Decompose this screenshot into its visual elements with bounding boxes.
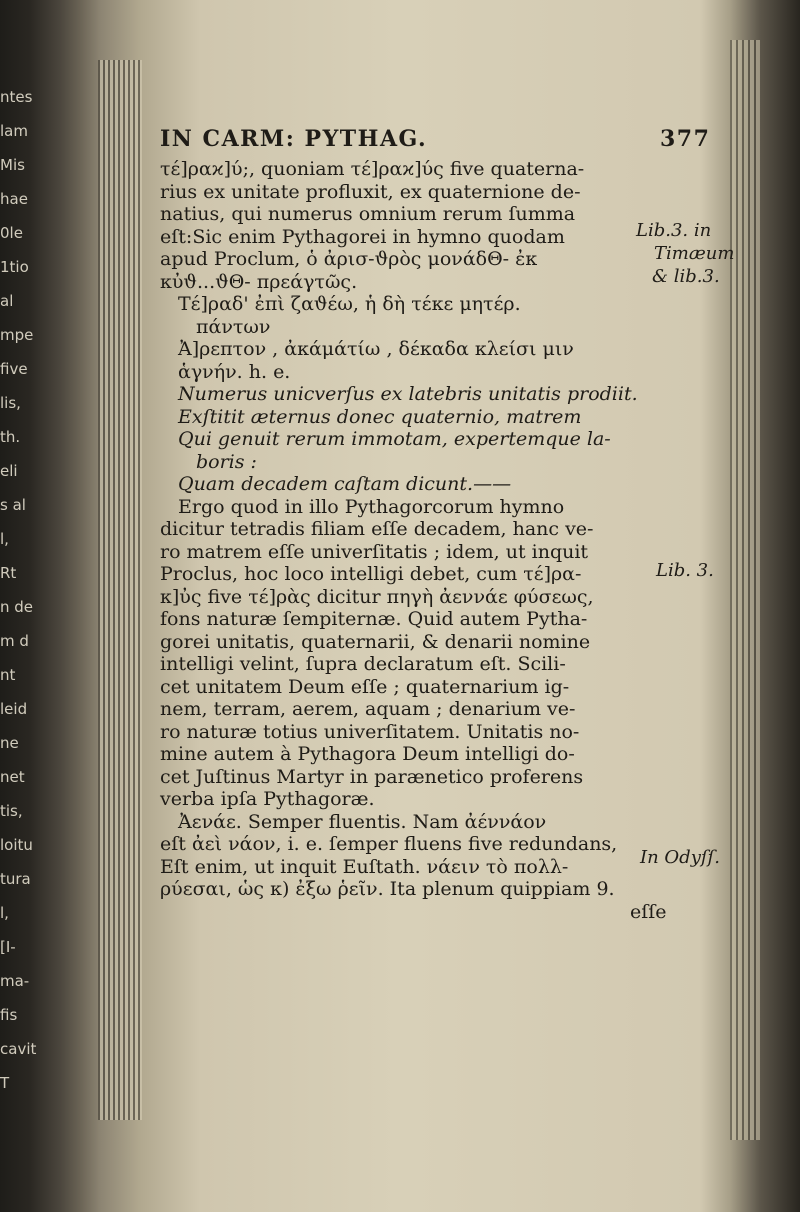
left-page-bleed: [0, 80, 60, 1092]
text-line: Eſt enim, ut inquit Euſtath. νάειν τὸ πολλ-: [160, 855, 569, 878]
text-line: natius, qui numerus omnium rerum ſumma: [160, 203, 576, 225]
left-fragment: tis,: [0, 802, 23, 820]
left-fragment: n de: [0, 598, 34, 616]
left-fragment: Mis: [0, 156, 25, 174]
left-fragment: l,: [0, 904, 9, 922]
text-line: ro naturæ totius univerſitatem. Unitatis no-: [160, 720, 580, 743]
text-line: ρύεσαι, ὡς κ) ἐξω ῥεῖν. Ita plenum quippiam 9.: [160, 878, 615, 900]
margin-note: In Odyſſ.: [640, 847, 720, 868]
text-line: κὐϑ...ϑΘ- πρεάγτῶς.: [160, 270, 358, 293]
text-line: Ἀ]ρεπτον , ἀκάμάτίω , δέκαδα κλείσι μιν: [178, 338, 574, 360]
text-line: Quam decadem caſtam dicunt.——: [178, 473, 512, 495]
margin-note: Lib.3. in: [636, 220, 712, 241]
left-fragment: Rt: [0, 564, 17, 582]
text-line: ἁγνήν. h. e.: [178, 360, 291, 383]
left-fragment: 0le: [0, 224, 23, 242]
page-edges-right: [730, 40, 760, 1140]
left-fragment: hae: [0, 190, 28, 208]
left-fragment: cavit: [0, 1040, 37, 1058]
margin-note: Timæum: [654, 243, 735, 264]
left-fragment: ma-: [0, 972, 30, 990]
left-fragment: m d: [0, 632, 29, 650]
running-head-title: IN CARM: PYTHAG.: [160, 126, 428, 152]
text-line: Numerus unicverſus ex latebris unitatis prodiit.: [178, 383, 638, 405]
text-line: Ἀενάε. Semper fluentis. Nam ἀέννάον: [178, 810, 547, 833]
text-line: cet unitatem Deum eſſe ; quaternarium ig-: [160, 675, 570, 698]
text-line: κ]ὐς five τέ]ρὰς dicitur πηγὴ ἀεννάε φύσεως,: [160, 585, 594, 608]
left-fragment: leid: [0, 700, 28, 718]
left-fragment: ntes: [0, 88, 33, 106]
page-edges-left: [98, 60, 142, 1120]
running-head: [160, 128, 720, 158]
left-fragment: fis: [0, 1006, 18, 1024]
text-line: cet Juſtinus Martyr in parænetico proferens: [160, 765, 584, 788]
text-line: Qui genuit rerum immotam, expertemque la-: [178, 428, 611, 450]
text-line: gorei unitatis, quaternarii, & denarii nomine: [160, 630, 591, 653]
text-line: apud Proclum, ὁ ἀρισ-ϑρὸς μονάδΘ- ἐκ: [160, 248, 538, 270]
left-fragment: l,: [0, 530, 9, 548]
text-line: boris :: [196, 450, 257, 473]
text-line: eſt:Sic enim Pythagorei in hymno quodam: [160, 225, 565, 248]
text-line: πάντων: [196, 315, 271, 338]
text-line: Ergo quod in illo Pythagorcorum hymno: [178, 495, 565, 518]
text-line: mine autem à Pythagora Deum intelligi do-: [160, 743, 575, 765]
left-fragment: s al: [0, 496, 26, 514]
left-fragment: nt: [0, 666, 16, 684]
left-fragment: al: [0, 292, 14, 310]
left-fragment: T: [0, 1074, 10, 1092]
left-fragment: lis,: [0, 394, 21, 412]
left-fragment: mpe: [0, 326, 34, 344]
text-line: intelligi velint, ſupra declaratum eſt. Scili-: [160, 653, 566, 675]
left-fragment: lam: [0, 122, 28, 140]
text-line: fons naturæ ſempiternæ. Quid autem Pytha-: [160, 608, 588, 630]
text-line: τέ]ραϰ]ύ;, quoniam τέ]ραϰ]ύς five quaterna-: [160, 158, 585, 180]
left-fragment: th.: [0, 428, 21, 446]
left-fragment: five: [0, 360, 28, 378]
page-text: [160, 128, 720, 923]
text-line: Exſtitit æternus donec quaternio, matrem: [178, 405, 582, 428]
left-fragment: 1tio: [0, 258, 29, 276]
margin-note: Lib. 3.: [656, 560, 714, 581]
text-line: ro matrem eſſe univerſitatis ; idem, ut inquit: [160, 540, 589, 563]
left-fragment: eli: [0, 462, 18, 480]
text-line: Τέ]ραδ' ἐπὶ ζαϑέω, ἡ δὴ τέκε μητέρ.: [178, 293, 521, 315]
text-line: eſt ἀεὶ νάον, i. e. ſemper fluens five redundans,: [160, 833, 618, 855]
text-line: dicitur tetradis filiam eſſe decadem, hanc ve-: [160, 518, 594, 540]
page-number: 377: [660, 126, 711, 152]
text-line: Proclus, hoc loco intelligi debet, cum τέ]ρα-: [160, 563, 582, 585]
left-fragment: tura: [0, 870, 31, 888]
left-fragment: ne: [0, 734, 19, 752]
text-line: verba ipſa Pythagoræ.: [160, 788, 375, 810]
margin-note: & lib.3.: [652, 266, 720, 287]
catchword: eſſe: [630, 900, 667, 923]
left-fragment: [I-: [0, 938, 16, 956]
text-line: nem, terram, aerem, aquam ; denarium ve-: [160, 698, 576, 720]
left-fragment: net: [0, 768, 25, 786]
left-fragment: loitu: [0, 836, 33, 854]
text-line: rius ex unitate profluxit, ex quaternione de-: [160, 180, 581, 203]
